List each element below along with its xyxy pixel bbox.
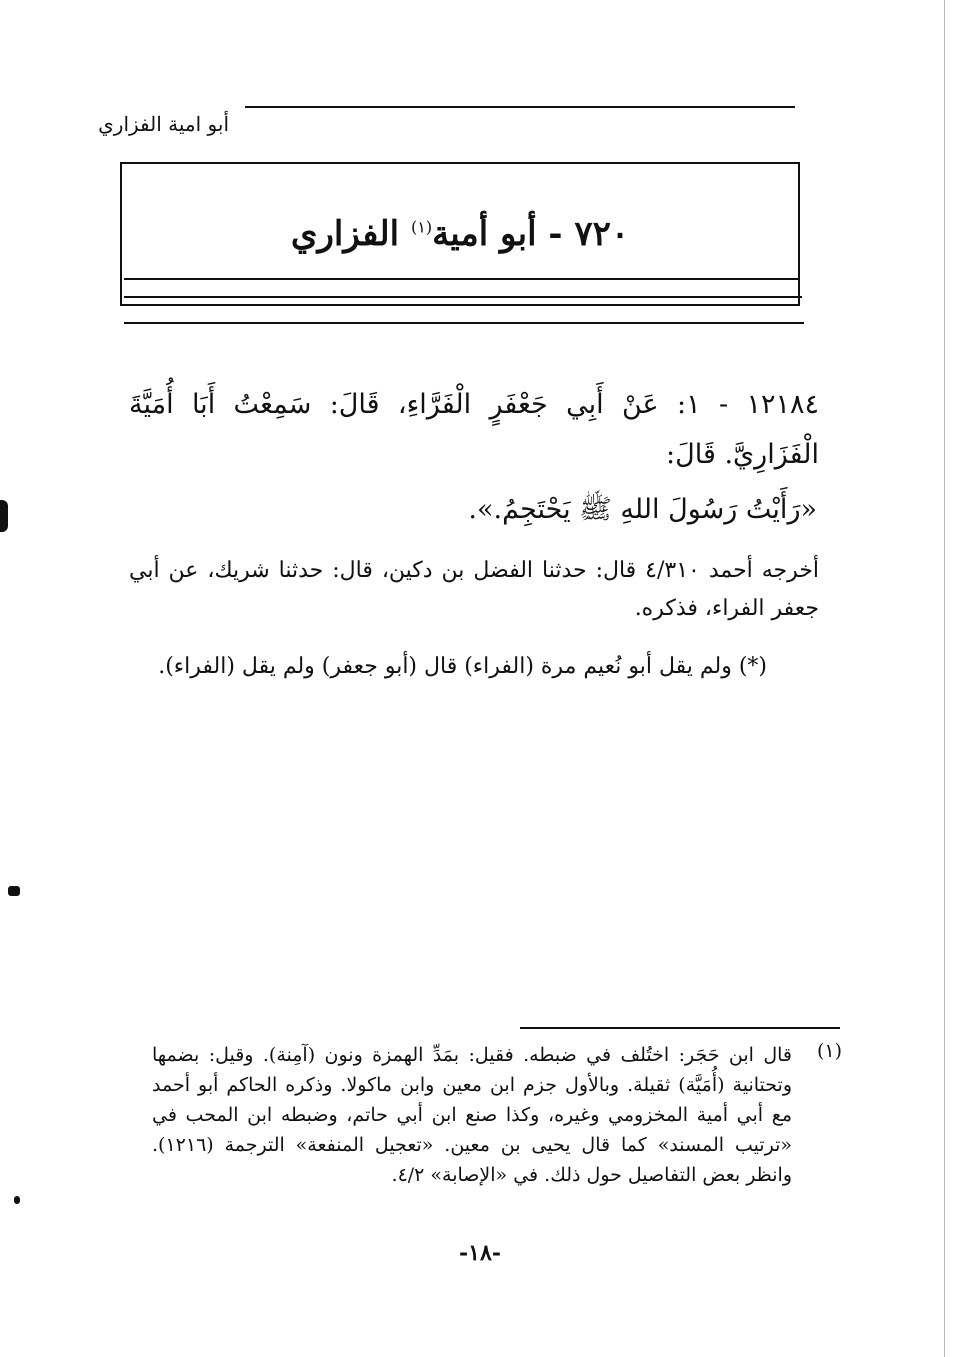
hadith-text: ١٢١٨٤ - ١: عَنْ أَبِي جَعْفَرٍ الْفَرَّاءِ، قَالَ: سَمِعْتُ أَبَا أُمَيَّةَ الْفَزَارِيَّ. قَالَ: [129, 389, 819, 470]
header-rule [245, 106, 795, 108]
footnote-rule [520, 1027, 840, 1029]
title-underline [124, 296, 802, 298]
hadith-quote: «رَأَيْتُ رَسُولَ اللهِ ﷺ يَحْتَجِمُ.». [468, 494, 817, 525]
title-underline-2 [124, 322, 804, 324]
footnote-number: (١) [816, 1040, 842, 1062]
scan-margin-mark [0, 500, 8, 532]
takhrij-text: أخرجه أحمد ٤/٣١٠ قال: حدثنا الفضل بن دكين، قال: حدثنا شريك، عن أبي جعفر الفراء، فذكره. [129, 558, 820, 621]
takhrij-note: (*) ولم يقل أبو نُعيم مرة (الفراء) قال (أبو جعفر) ولم يقل (الفراء). [158, 654, 767, 679]
entry-surname: الفزاري [290, 214, 400, 254]
footnote-text: قال ابن حَجَر: اختُلف في ضبطه. فقيل: بمَدِّ الهمزة ونون (آمِنة). وقيل: بضمها وتحتانية (أُمَيَّة) ثقيلة. وبالأول جزم ابن معين وابن ماكولا. وذكره الحاكم أبو أحمد مع أبي أمية المخزومي وغيره، وكذا صنع ابن أبي حاتم، وضبطه ابن المحب في «ترتيب المسند» كما قال يحيى بن معين. «تعجيل المنفعة» الترجمة (١٢١٦). وانظر بعض التفاصيل حول ذلك. في «الإصابة» ٤/٢. [152, 1044, 792, 1186]
entry-number-name: ٧٢٠ - أبو أمية [432, 214, 630, 254]
scan-margin-mark [14, 1196, 20, 1204]
scan-margin-mark [8, 886, 20, 896]
scan-edge-line [944, 0, 945, 1357]
entry-title [120, 214, 800, 254]
running-header: أبو امية الفزاري [98, 112, 229, 136]
title-footnote-ref: (١) [410, 217, 433, 237]
page-number: -١٨- [459, 1240, 501, 1266]
title-box-shadow-rule [124, 278, 800, 280]
